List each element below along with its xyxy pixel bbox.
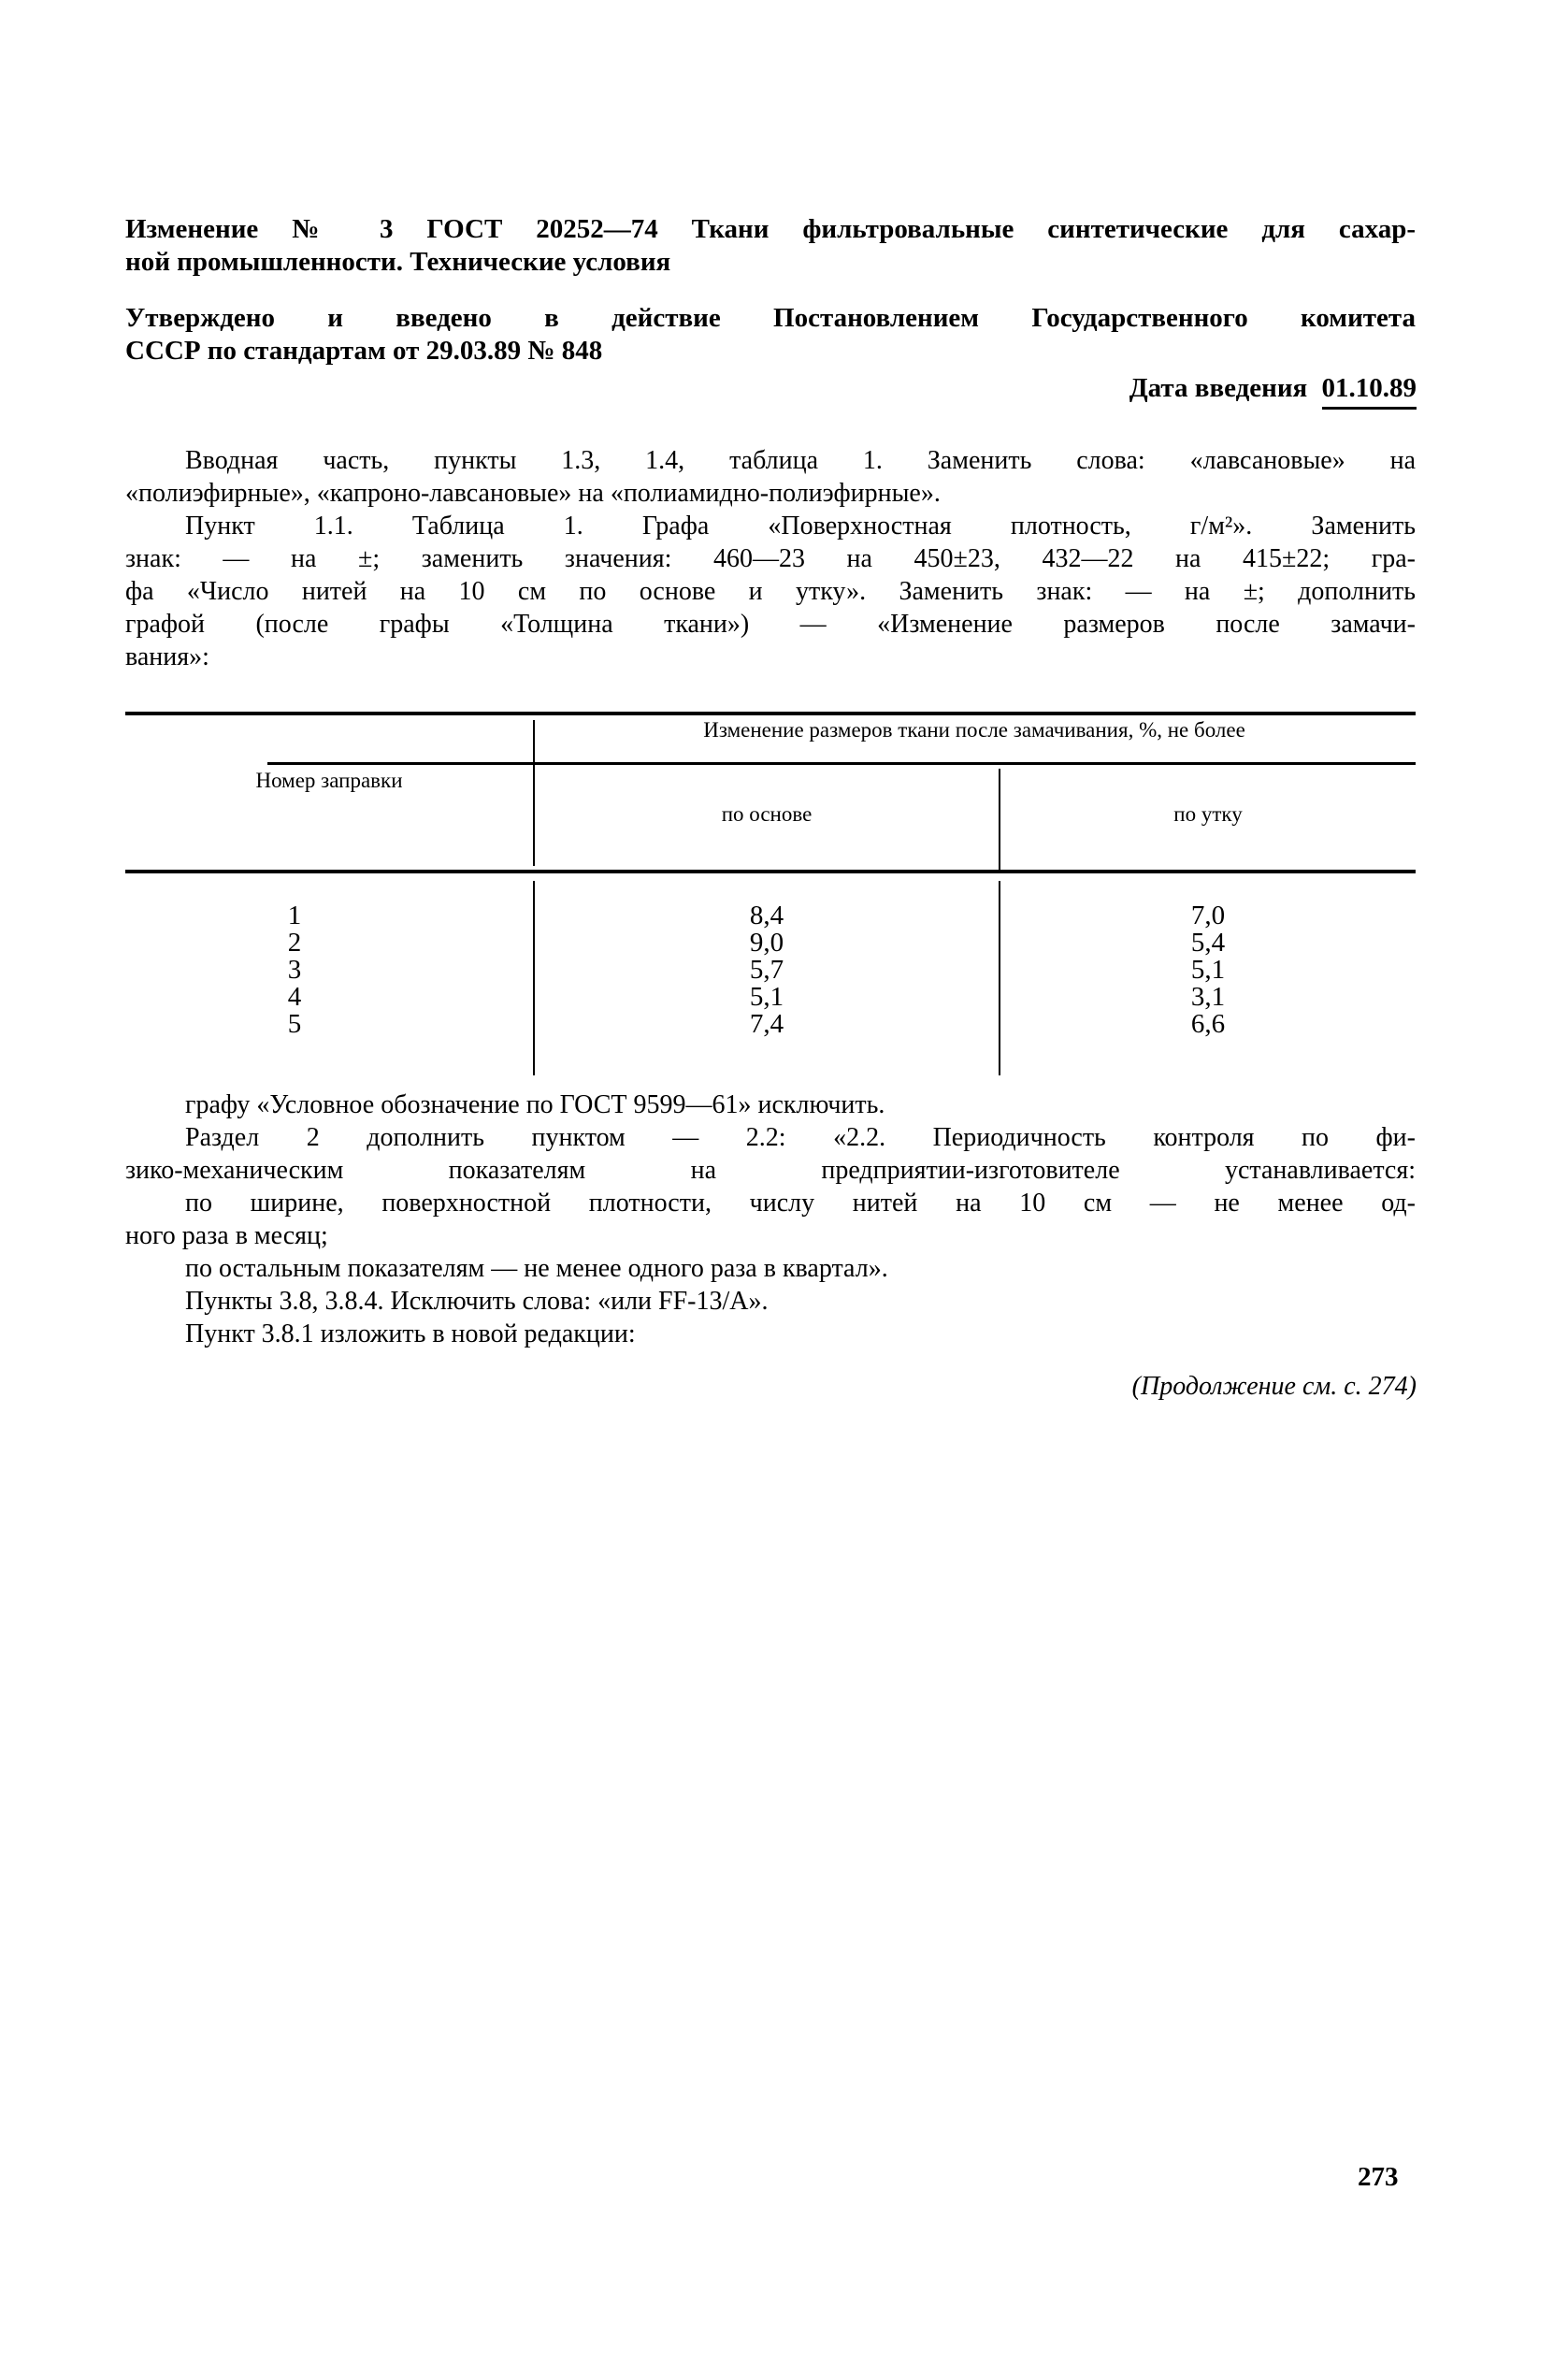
amendment-title [125,213,1416,279]
after-table-text [125,1088,1416,1350]
row-osnova: 9,0 [749,928,784,958]
row-utok: 5,4 [1190,928,1226,958]
row-number: 5 [287,1009,302,1039]
paragraph-line: Раздел 2 дополнить пунктом — 2.2: «2.2. Периодичность контроля по фи- [185,1123,1416,1152]
paragraph-line: по остальным показателям — не менее одного раза в квартал». [185,1254,888,1283]
effective-date [1129,372,1417,405]
page-number: 273 [1358,2162,1399,2192]
paragraph-line: Пункт 3.8.1 изложить в новой редакции: [185,1319,636,1348]
table-header-rule [125,870,1416,873]
row-number: 2 [287,928,302,958]
paragraph-line: фа «Число нитей на 10 см по основе и утку». Заменить знак: — на ±; дополнить [125,577,1416,606]
col-header-number: Номер заправки [255,769,403,792]
paragraph-line: ного раза в месяц; [125,1221,328,1250]
paragraph-line: Вводная часть, пункты 1.3, 1.4, таблица 1. Заменить слова: «лавсановые» на [185,446,1416,475]
paragraph-line: вания»: [125,642,209,671]
paragraph-line: зико-механическим показателям на предприятии-изготовителе устанавливается: [125,1156,1416,1185]
table-top-rule [125,712,1416,715]
date-label: Дата введения [1129,373,1308,403]
approval-line: Утверждено и введено в действие Постановлением Государственного комитета [125,303,1416,333]
title-line: Изменение № 3 ГОСТ 20252—74 Ткани фильтровальные синтетические для сахар- [125,214,1416,244]
paragraph-line: по ширине, поверхностной плотности, числу нитей на 10 см — не менее од- [185,1189,1416,1218]
row-number: 1 [287,901,302,930]
group-header: Изменение размеров ткани после замачивания, %, не более [703,718,1245,742]
approval-statement [125,302,1416,368]
row-osnova: 5,1 [749,982,784,1012]
row-osnova: 7,4 [749,1009,784,1039]
row-utok: 7,0 [1190,901,1226,930]
row-utok: 6,6 [1190,1009,1226,1039]
paragraph-line: знак: — на ±; заменить значения: 460—23 на 450±23, 432—22 на 415±22; гра- [125,544,1416,573]
paragraph-line: Пункты 3.8, 3.8.4. Исключить слова: «или FF-13/А». [185,1287,769,1316]
paragraph-line: «полиэфирные», «капроно-лавсановые» на «полиамидно-полиэфирные». [125,479,941,508]
paragraph-line: графой (после графы «Толщина ткани») — «Изменение размеров после замачи- [125,610,1416,639]
table-group-rule [267,762,1416,765]
intro-text [125,444,1416,673]
paragraph-line: Пункт 1.1. Таблица 1. Графа «Поверхностная плотность, г/м²». Заменить [185,512,1416,541]
col-header-utok: по утку [1173,802,1243,826]
row-utok: 3,1 [1190,982,1226,1012]
col-header-osnova: по основе [721,802,813,826]
row-osnova: 8,4 [749,901,784,930]
date-value: 01.10.89 [1322,373,1417,410]
continuation-note: (Продолжение см. с. 274) [1131,1372,1417,1401]
row-utok: 5,1 [1190,955,1226,985]
title-line: ной промышленности. Технические условия [125,247,671,277]
approval-line: СССР по стандартам от 29.03.89 № 848 [125,336,603,366]
row-number: 4 [287,982,302,1012]
row-osnova: 5,7 [749,955,784,985]
paragraph-line: графу «Условное обозначение по ГОСТ 9599—61» исключить. [185,1090,885,1119]
row-number: 3 [287,955,302,985]
